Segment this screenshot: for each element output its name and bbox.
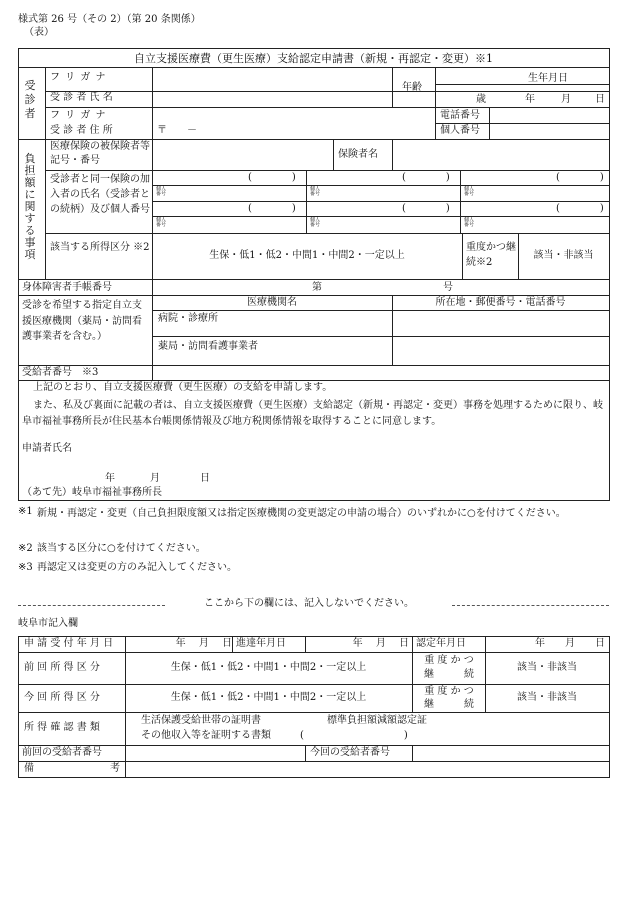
transmit-date: 年 月 日 xyxy=(352,638,409,649)
divider-line-right xyxy=(452,605,609,606)
curr-severe-a: 重 度 か つ xyxy=(424,686,474,697)
patient-address-label: 受 診 者 住 所 xyxy=(50,125,113,136)
institution-name-header: 医療機関名 xyxy=(247,297,297,308)
income-doc-label: 所 得 確 認 書 類 xyxy=(24,722,100,733)
institution-label: 受診を希望する指定自立支援医療機関（薬局・訪問看護事業者を含む。） xyxy=(22,300,142,342)
insurer-name-label: 保険者名 xyxy=(338,149,378,160)
institution-address-header: 所在地・郵便番号・電話番号 xyxy=(435,297,566,308)
relation-paren: ( ) xyxy=(556,172,604,183)
divider-line-left xyxy=(18,605,165,606)
individual-number-label: 個人番号 xyxy=(440,125,480,136)
hospital-label: 病院・診療所 xyxy=(158,313,218,324)
patient-group-label: 受診者 xyxy=(24,79,36,120)
age-unit: 歳 xyxy=(476,94,486,105)
prev-recipient-number-label: 前回の受給者番号 xyxy=(22,747,102,758)
patient-name-label: 受 診 者 氏 名 xyxy=(50,92,113,103)
prev-severe-options: 該当・非該当 xyxy=(517,662,577,673)
prev-income-label: 前 回 所 得 区 分 xyxy=(24,662,100,673)
dob-day: 日 xyxy=(595,94,605,105)
side-label: （表） xyxy=(24,27,54,38)
remarks-label-b: 考 xyxy=(110,763,120,774)
kojin-label: 個人番号 xyxy=(464,217,475,228)
remarks-label-a: 備 xyxy=(24,763,34,774)
pharmacy-label: 薬局・訪問看護事業者 xyxy=(158,341,258,352)
relation-paren: ( ) xyxy=(248,172,296,183)
income-doc-1: 生活保護受給世帯の証明書 xyxy=(141,715,261,726)
declaration-day: 日 xyxy=(200,473,210,484)
postal-code: 〒 － xyxy=(157,125,197,136)
dob-year: 年 xyxy=(525,94,535,105)
note-mark: ※3 xyxy=(18,562,33,573)
relation-paren: ( ) xyxy=(556,203,604,214)
curr-severe-b: 継 続 xyxy=(424,699,474,710)
note-text: 新規・再認定・変更（自己負担限度額又は指定医療機関の変更認定の申請の場合）のいずれかに○を付けてください。 xyxy=(37,508,566,519)
declaration-line-2: また、私及び裏面に記載の者は、自立支援医療費（更生医療）支給認定（新規・再認定・変更）事務を処理するために限り、岐阜市福祉事務所長が住民基本台帳関係情報及び地方税関係情報を取得することに同意します。 xyxy=(22,400,603,427)
dob-label: 生年月日 xyxy=(528,73,568,84)
form-title: 自立支援医療費（更生医療）支給認定申請書（新規・再認定・変更）※1 xyxy=(134,52,493,65)
addressee: （あて先）岐阜市福祉事務所長 xyxy=(22,487,162,498)
divider-text: ここから下の欄には、記入しないでください。 xyxy=(204,598,414,609)
relation-paren: ( ) xyxy=(402,172,450,183)
relation-paren: ( ) xyxy=(248,203,296,214)
income-options[interactable]: 生保・低1・低2・中間1・中間2・一定以上 xyxy=(209,250,405,261)
note-mark: ※2 xyxy=(18,543,33,554)
severe-label: 重度かつ継続※2 xyxy=(466,242,516,268)
income-class-label: 該当する所得区分 ※2 xyxy=(50,242,150,253)
curr-income-options: 生保・低1・低2・中間1・中間2・一定以上 xyxy=(170,692,367,703)
income-doc-3: その他収入等を証明する書類 xyxy=(141,730,271,741)
kojin-label: 個人番号 xyxy=(310,186,321,197)
note-text: 該当する区分に○を付けてください。 xyxy=(37,543,206,554)
applicant-name-label: 申請者氏名 xyxy=(22,443,72,454)
handbook-go: 号 xyxy=(443,282,453,293)
relation-paren: ( ) xyxy=(402,203,450,214)
burden-group-label: 負担額に関する事項 xyxy=(24,152,36,261)
approve-date-label: 認定年月日 xyxy=(416,638,466,649)
kojin-label: 個人番号 xyxy=(464,186,475,197)
severe-options[interactable]: 該当・非該当 xyxy=(533,250,594,261)
recipient-number-label: 受給者番号 ※3 xyxy=(22,367,99,378)
approve-date: 年 月 日 xyxy=(535,638,605,649)
prev-income-options: 生保・低1・低2・中間1・中間2・一定以上 xyxy=(170,662,367,673)
phone-label: 電話番号 xyxy=(440,110,480,121)
prev-severe-b: 継 続 xyxy=(424,669,474,680)
handbook-dai: 第 xyxy=(312,282,322,293)
declaration-line-1: 上記のとおり、自立支援医療費（更生医療）の支給を申請します。 xyxy=(33,382,333,393)
curr-recipient-number-label: 今回の受給者番号 xyxy=(310,747,390,758)
prev-severe-a: 重 度 か つ xyxy=(424,655,474,666)
curr-income-label: 今 回 所 得 区 分 xyxy=(24,692,100,703)
kojin-label: 個人番号 xyxy=(156,217,167,228)
note-text: 再認定又は変更の方のみ記入してください。 xyxy=(37,562,237,573)
handbook-label: 身体障害者手帳番号 xyxy=(22,282,112,293)
insurance-number-label: 医療保険の被保険者等記号・番号 xyxy=(50,141,150,166)
dob-month: 月 xyxy=(561,94,571,105)
note-mark: ※1 xyxy=(18,506,33,517)
curr-severe-options: 該当・非該当 xyxy=(517,692,577,703)
age-label: 年齢 xyxy=(402,82,422,93)
receipt-date: 年 月 日 xyxy=(175,638,232,649)
income-doc-3-paren: ( ) xyxy=(300,730,408,741)
declaration-month: 月 xyxy=(150,473,160,484)
furigana-label: フ リ ガ ナ xyxy=(50,72,107,83)
income-doc-2: 標準負担額減額認定証 xyxy=(327,715,427,726)
office-section-title: 岐阜市記入欄 xyxy=(18,618,78,629)
form-number: 様式第 26 号（その 2）（第 20 条関係） xyxy=(18,14,201,25)
kojin-label: 個人番号 xyxy=(310,217,321,228)
declaration-year: 年 xyxy=(105,473,115,484)
receipt-date-label: 申 請 受 付 年 月 日 xyxy=(24,638,114,649)
members-label: 受診者と同一保険の加入者の氏名（受診者との続柄）及び個人番号 xyxy=(50,174,150,215)
kojin-label: 個人番号 xyxy=(156,186,167,197)
transmit-date-label: 進達年月日 xyxy=(236,638,286,649)
furigana-label-2: フ リ ガ ナ xyxy=(50,110,107,121)
